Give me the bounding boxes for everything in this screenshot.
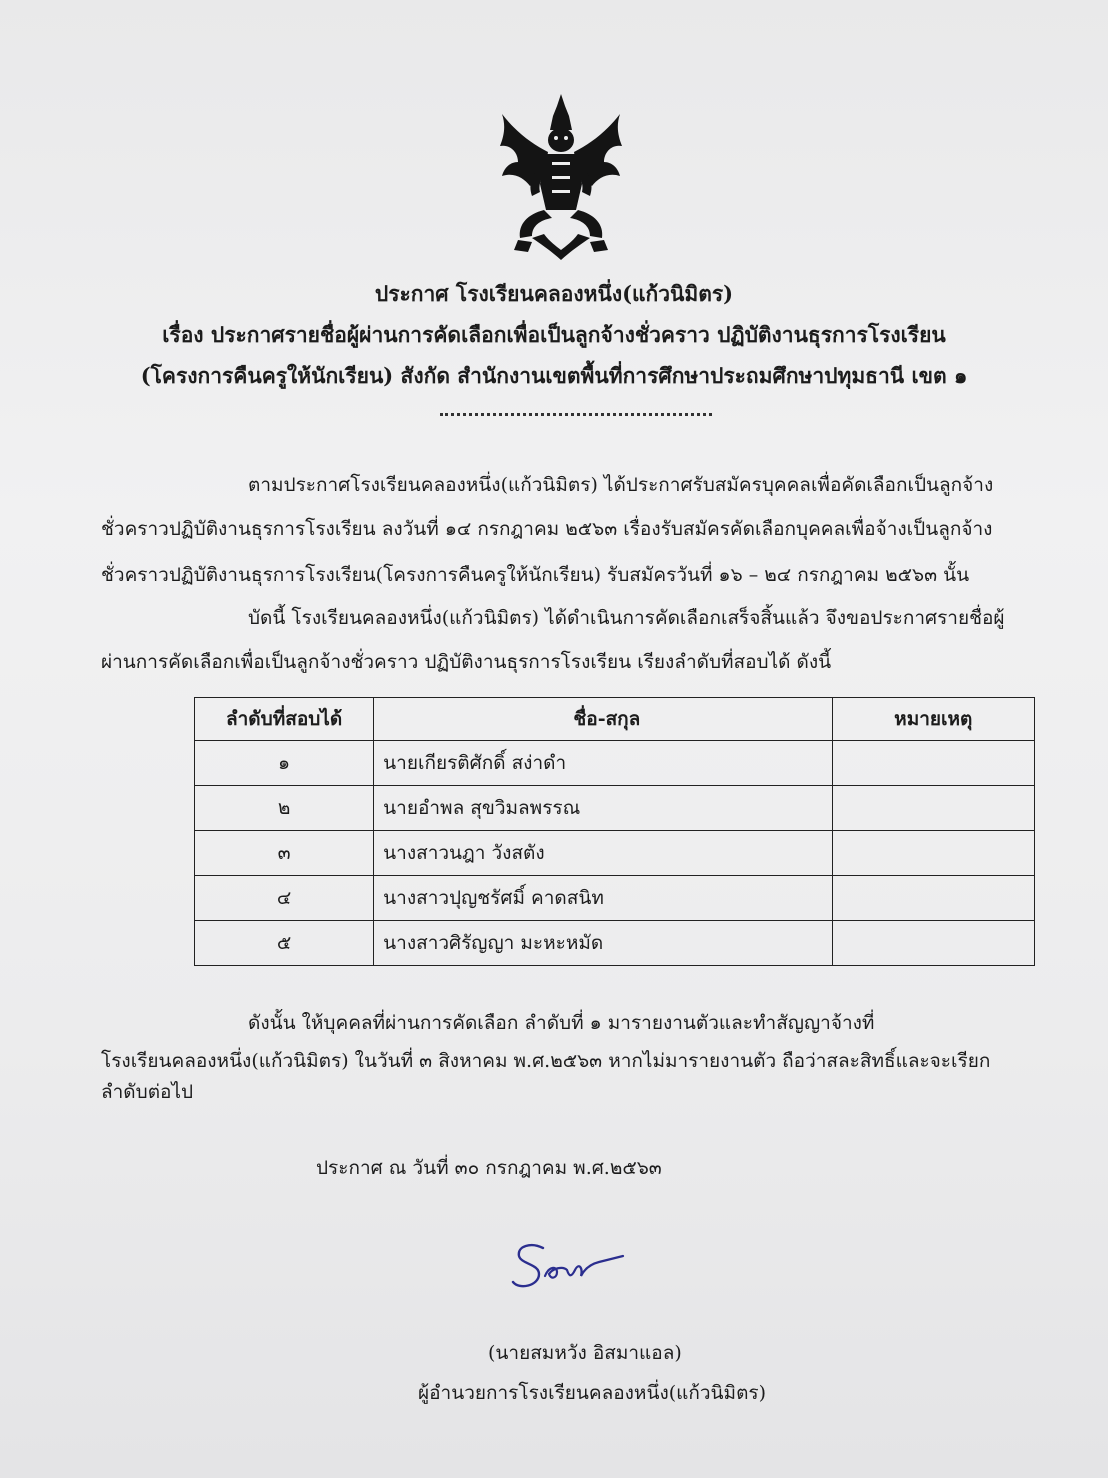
name-cell: นางสาวนฎา วังสตัง [374,831,832,876]
table-row [195,921,1035,966]
name-cell: นายเกียรติศักดิ์ สง่าดำ [374,741,832,786]
name-cell: นางสาวปุญชรัศมิ์ คาดสนิท [374,876,832,921]
table-row [195,741,1035,786]
closing-line-3: ลำดับต่อไป [101,1081,194,1103]
rank-cell: ๕ [195,921,374,966]
header-note: หมายเหตุ [832,698,1034,741]
paragraph-1-line-2: ชั่วคราวปฏิบัติงานธุรการโรงเรียน ลงวันที่ ๑๔ กรกฎาคม ๒๕๖๓ เรื่องรับสมัครคัดเลือกบุคคลเพื่อจ้างเป็นลูกจ้าง [101,518,993,540]
header-rank: ลำดับที่สอบได้ [195,698,374,741]
header-name: ชื่อ-สกุล [374,698,832,741]
note-cell [832,786,1034,831]
announcement-title: ประกาศ โรงเรียนคลองหนึ่ง(แก้วนิมิตร) [374,281,734,306]
rank-cell: ๒ [195,786,374,831]
handwritten-signature [505,1240,635,1298]
announcement-date: ประกาศ ณ วันที่ ๓๐ กรกฎาคม พ.ศ.๒๕๖๓ [316,1157,662,1179]
announcement-subject: เรื่อง ประกาศรายชื่อผู้ผ่านการคัดเลือกเพื่อเป็นลูกจ้างชั่วคราว ปฏิบัติงานธุรการโรงเรียน [162,322,946,347]
garuda-emblem-icon [492,92,630,262]
rank-cell: ๓ [195,831,374,876]
table-row [195,831,1035,876]
closing-line-1: ดังนั้น ให้บุคคลที่ผ่านการคัดเลือก ลำดับที่ ๑ มารายงานตัวและทำสัญญาจ้างที่ [248,1012,875,1034]
paragraph-1-line-1: ตามประกาศโรงเรียนคลองหนึ่ง(แก้วนิมิตร) ได้ประกาศรับสมัครบุคคลเพื่อคัดเลือกเป็นลูกจ้าง [248,474,994,496]
note-cell [832,741,1034,786]
name-cell: นายอำพล สุขวิมลพรรณ [374,786,832,831]
name-cell: นางสาวศิรัญญา มะหะหมัด [374,921,832,966]
paragraph-1-line-3: ชั่วคราวปฏิบัติงานธุรการโรงเรียน(โครงการคืนครูให้นักเรียน) รับสมัครวันที่ ๑๖ – ๒๔ กรกฎาคม ๒๕๖๓ นั้น [101,564,970,586]
note-cell [832,876,1034,921]
announcement-subject-continued: (โครงการคืนครูให้นักเรียน) สังกัด สำนักงานเขตพื้นที่การศึกษาประถมศึกษาปทุมธานี เขต ๑ [140,363,968,388]
note-cell [832,921,1034,966]
results-table [194,697,1035,966]
rank-cell: ๔ [195,876,374,921]
paragraph-2-line-1: บัดนี้ โรงเรียนคลองหนึ่ง(แก้วนิมิตร) ได้ดำเนินการคัดเลือกเสร็จสิ้นแล้ว จึงขอประกาศรายชื่อผู้ [248,607,1005,629]
note-cell [832,831,1034,876]
table-header-row [195,698,1035,741]
paragraph-2-line-2: ผ่านการคัดเลือกเพื่อเป็นลูกจ้างชั่วคราว ปฏิบัติงานธุรการโรงเรียน เรียงลำดับที่สอบได้ ดังนี้ [101,651,832,673]
closing-line-2: โรงเรียนคลองหนึ่ง(แก้วนิมิตร) ในวันที่ ๓ สิงหาคม พ.ศ.๒๕๖๓ หากไม่มารายงานตัว ถือว่าสละสิทธิ์และจะเรียก [101,1050,991,1072]
rank-cell: ๑ [195,741,374,786]
table-row [195,876,1035,921]
table-row [195,786,1035,831]
dotted-divider [440,413,712,416]
signer-title: ผู้อำนวยการโรงเรียนคลองหนึ่ง(แก้วนิมิตร) [418,1382,767,1404]
signer-name: (นายสมหวัง อิสมาแอล) [488,1342,682,1364]
